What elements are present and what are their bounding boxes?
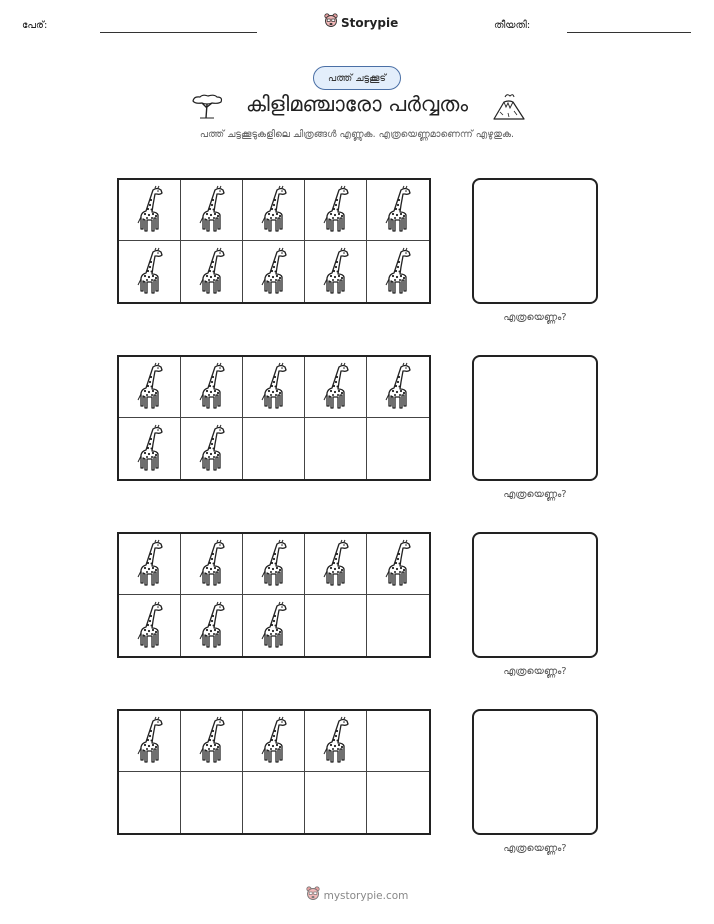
- ten-frame-cell: [119, 180, 181, 241]
- ten-frame-cell: [305, 241, 367, 302]
- giraffe-icon: [135, 424, 165, 474]
- ten-frame-cell: [243, 180, 305, 241]
- answer-box[interactable]: [472, 355, 598, 481]
- ten-frame-cell: [243, 772, 305, 833]
- giraffe-icon: [321, 362, 351, 412]
- giraffe-icon: [259, 601, 289, 651]
- ten-frame-cell: [243, 711, 305, 772]
- giraffe-icon: [321, 247, 351, 297]
- ten-frame-cell: [367, 357, 429, 418]
- ten-frame-cell: [243, 357, 305, 418]
- giraffe-icon: [321, 716, 351, 766]
- footer: [0, 886, 714, 906]
- storypie-bear-icon: [324, 13, 338, 33]
- giraffe-icon: [383, 247, 413, 297]
- brand-name: Storypie: [341, 16, 399, 30]
- ten-frame-cell: [181, 357, 243, 418]
- giraffe-icon: [197, 424, 227, 474]
- giraffe-icon: [259, 539, 289, 589]
- giraffe-icon: [197, 362, 227, 412]
- ten-frame-cell: [181, 418, 243, 479]
- ten-frame-cell: [243, 418, 305, 479]
- ten-frame-cell: [367, 418, 429, 479]
- ten-frame-cell: [119, 241, 181, 302]
- name-label: പേര്:: [22, 20, 48, 31]
- giraffe-icon: [321, 539, 351, 589]
- answer-box[interactable]: [472, 178, 598, 304]
- ten-frame-cell: [119, 418, 181, 479]
- how-many-label: എത്രയെണ്ണം?: [503, 312, 567, 323]
- how-many-label: എത്രയെണ്ണം?: [503, 489, 567, 500]
- giraffe-icon: [383, 185, 413, 235]
- giraffe-icon: [259, 247, 289, 297]
- giraffe-icon: [135, 362, 165, 412]
- giraffe-icon: [259, 185, 289, 235]
- ten-frame: [117, 709, 431, 835]
- ten-frame-cell: [119, 772, 181, 833]
- worksheet-type-badge: പത്ത് ചട്ടക്കൂട്: [313, 66, 401, 90]
- name-line[interactable]: [100, 32, 257, 33]
- ten-frame-cell: [305, 534, 367, 595]
- volcano-icon: [492, 91, 526, 125]
- ten-frame-cell: [305, 711, 367, 772]
- ten-frame-cell: [119, 711, 181, 772]
- giraffe-icon: [135, 716, 165, 766]
- ten-frame-cell: [119, 534, 181, 595]
- giraffe-icon: [135, 539, 165, 589]
- date-label: തീയതി:: [494, 20, 531, 31]
- date-line[interactable]: [567, 32, 691, 33]
- brand-logo: [324, 13, 398, 33]
- giraffe-icon: [383, 539, 413, 589]
- giraffe-icon: [197, 185, 227, 235]
- how-many-label: എത്രയെണ്ണം?: [503, 666, 567, 677]
- giraffe-icon: [135, 601, 165, 651]
- storypie-bear-icon: [306, 886, 320, 906]
- ten-frame-cell: [367, 711, 429, 772]
- page-title: കിളിമഞ്ചാരോ പർവ്വതം: [245, 92, 469, 116]
- giraffe-icon: [197, 601, 227, 651]
- giraffe-icon: [321, 185, 351, 235]
- ten-frame-cell: [305, 180, 367, 241]
- ten-frame-cell: [243, 241, 305, 302]
- instructions: പത്ത് ചട്ടക്കൂടുകളിലെ ചിത്രങ്ങൾ എണ്ണുക. എത്രയെണ്ണമാണെന്ന് എഴുതുക.: [199, 129, 515, 140]
- ten-frame-cell: [367, 595, 429, 656]
- ten-frame-cell: [367, 534, 429, 595]
- giraffe-icon: [383, 362, 413, 412]
- ten-frame-cell: [181, 534, 243, 595]
- footer-url: mystorypie.com: [323, 890, 409, 902]
- giraffe-icon: [197, 716, 227, 766]
- ten-frame-cell: [181, 711, 243, 772]
- ten-frame-cell: [367, 772, 429, 833]
- ten-frame-cell: [305, 595, 367, 656]
- giraffe-icon: [135, 247, 165, 297]
- ten-frame-cell: [181, 180, 243, 241]
- giraffe-icon: [197, 539, 227, 589]
- ten-frame-cell: [181, 772, 243, 833]
- ten-frame: [117, 355, 431, 481]
- ten-frame: [117, 532, 431, 658]
- answer-box[interactable]: [472, 709, 598, 835]
- ten-frame-cell: [243, 534, 305, 595]
- ten-frame-cell: [367, 241, 429, 302]
- ten-frame-cell: [305, 357, 367, 418]
- ten-frame-cell: [367, 180, 429, 241]
- ten-frame-cell: [181, 595, 243, 656]
- giraffe-icon: [259, 716, 289, 766]
- how-many-label: എത്രയെണ്ണം?: [503, 843, 567, 854]
- ten-frame-cell: [119, 357, 181, 418]
- ten-frame: [117, 178, 431, 304]
- ten-frame-cell: [305, 418, 367, 479]
- giraffe-icon: [135, 185, 165, 235]
- ten-frame-cell: [305, 772, 367, 833]
- ten-frame-cell: [181, 241, 243, 302]
- ten-frame-cell: [119, 595, 181, 656]
- ten-frame-cell: [243, 595, 305, 656]
- giraffe-icon: [197, 247, 227, 297]
- giraffe-icon: [259, 362, 289, 412]
- answer-box[interactable]: [472, 532, 598, 658]
